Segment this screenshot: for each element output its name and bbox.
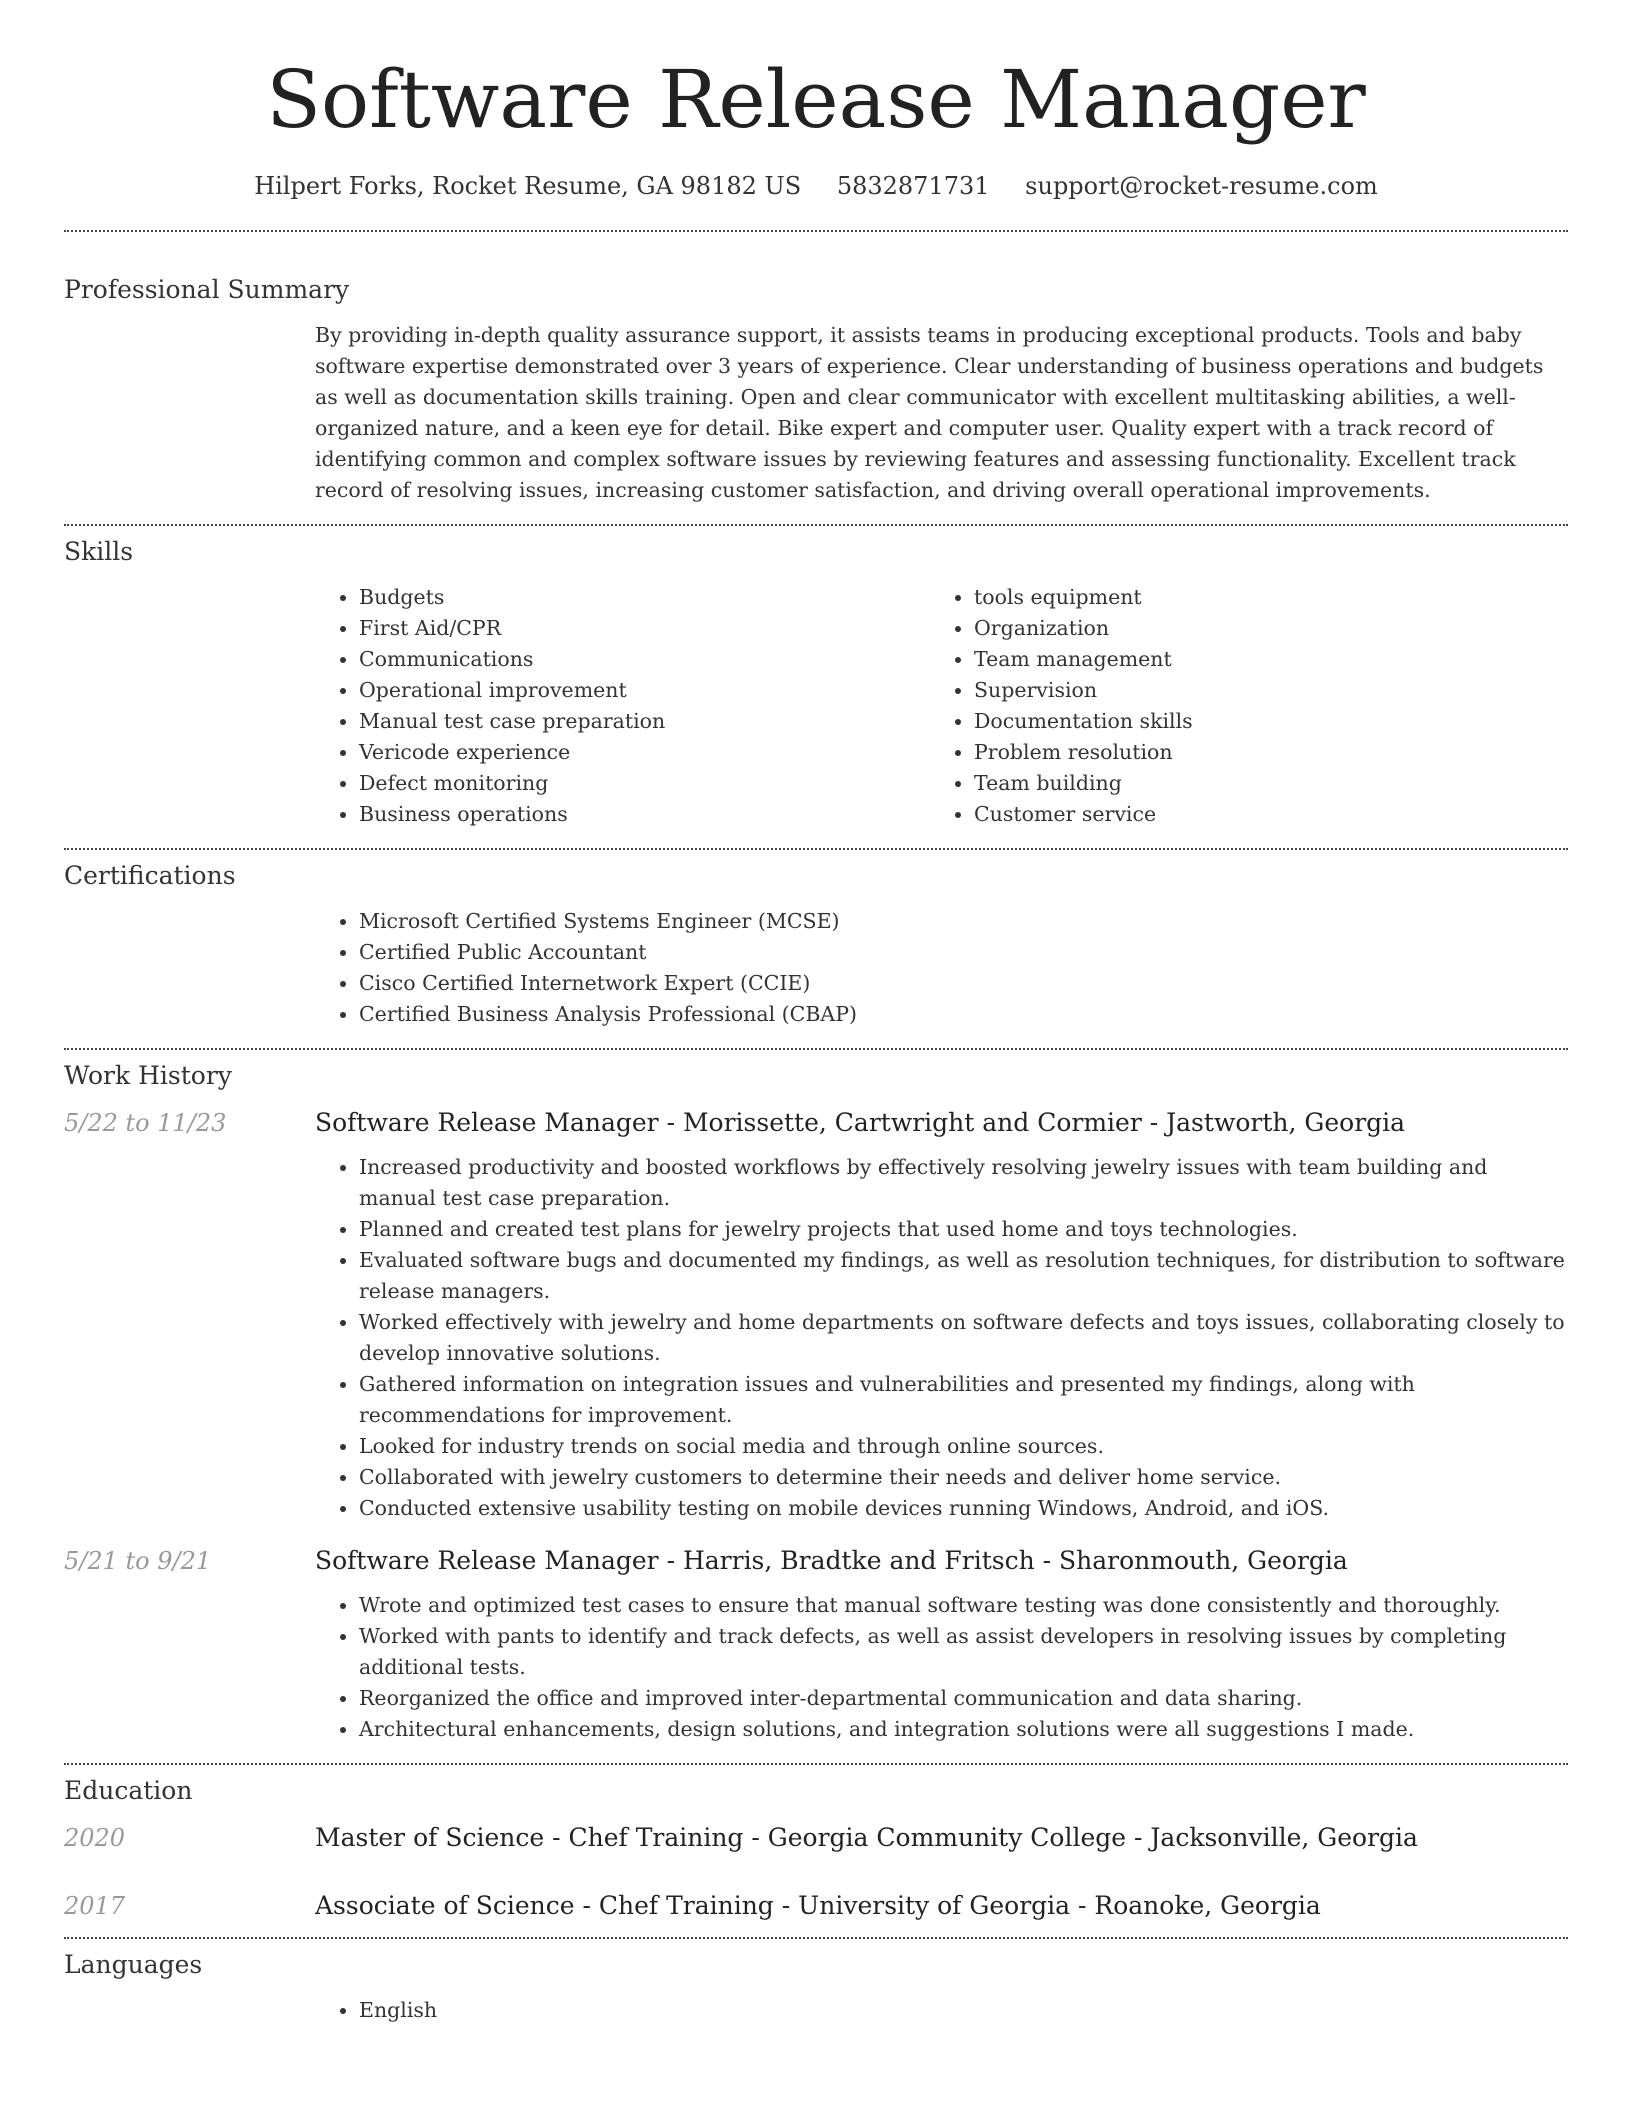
education-body (315, 1889, 1568, 1923)
job-bullet: • Evaluated software bugs and documented my findings, as well as resolution techniques, for distribution to software release managers. (359, 1245, 1568, 1307)
skill-item: • Defect monitoring (359, 768, 930, 799)
summary-section (64, 230, 1568, 524)
skill-item: • Customer service (974, 799, 1545, 830)
certifications-section (64, 848, 1568, 1048)
candidate-title: Software Release Manager (266, 53, 1366, 146)
skill-item: • Budgets (359, 582, 930, 613)
work-history-heading: Work History (64, 1061, 232, 1090)
summary-text: By providing in-depth quality assurance support, it assists teams in producing exceptional products. Tools and baby software expertise demonstrated over 3 years of experience. Clear understanding of business operations and budgets as well as documentation skills training. Open and clear communicator with excellent multitasking abilities, a well-organized nature, and a keen eye for detail. Bike expert and computer user. Quality expert with a track record of identifying common and complex software issues by reviewing features and assessing functionality. Excellent track record of resolving issues, increasing customer satisfaction, and driving overall operational improvements. (315, 323, 1544, 502)
skill-item: • tools equipment (974, 582, 1545, 613)
skill-item: • Team building (974, 768, 1545, 799)
contact-address: Hilpert Forks, Rocket Resume, GA 98182 US (254, 172, 802, 200)
job-bullet: • Wrote and optimized test cases to ensure that manual software testing was done consistently and thoroughly. (359, 1590, 1568, 1621)
work-history-section (64, 1048, 1568, 1763)
job-bullet: • Reorganized the office and improved inter-departmental communication and data sharing. (359, 1683, 1568, 1714)
education-year: 2017 (64, 1892, 126, 1920)
job-bullet: • Looked for industry trends on social media and through online sources. (359, 1431, 1568, 1462)
job-dates: 5/21 to 9/21 (64, 1547, 212, 1575)
job-bullet: • Worked effectively with jewelry and home departments on software defects and toys issues, collaborating closely to develop innovative solutions. (359, 1307, 1568, 1369)
job-body (315, 1544, 1568, 1745)
skills-section (64, 524, 1568, 848)
job-bullet: • Increased productivity and boosted workflows by effectively resolving jewelry issues with team building and manual test case preparation. (359, 1152, 1568, 1214)
contact-phone: 5832871731 (836, 172, 990, 200)
job-title: Software Release Manager - Morissette, Cartwright and Cormier - Jastworth, Georgia (315, 1108, 1406, 1137)
skill-item: • Communications (359, 644, 930, 675)
skill-item: • Problem resolution (974, 737, 1545, 768)
skill-item: • Organization (974, 613, 1545, 644)
skill-item: • Documentation skills (974, 706, 1545, 737)
skills-column-left (315, 582, 930, 830)
language-item: • English (359, 1995, 1568, 2026)
job-bullet: • Worked with pants to identify and track defects, as well as assist developers in resolving issues by completing additional tests. (359, 1621, 1568, 1683)
certification-item: • Certified Business Analysis Professional (CBAP) (359, 999, 1568, 1030)
certifications-heading: Certifications (64, 861, 236, 890)
education-body (315, 1821, 1568, 1855)
skill-item: • Business operations (359, 799, 930, 830)
education-entry (64, 1821, 1568, 1855)
job-bullet: • Planned and created test plans for jewelry projects that used home and toys technologies. (359, 1214, 1568, 1245)
skill-item: • Vericode experience (359, 737, 930, 768)
education-title: Associate of Science - Chef Training - University of Georgia - Roanoke, Georgia (315, 1891, 1321, 1920)
education-section (64, 1763, 1568, 1937)
languages-section (64, 1937, 1568, 2026)
skill-item: • Manual test case preparation (359, 706, 930, 737)
skill-item: • First Aid/CPR (359, 613, 930, 644)
job-entry (64, 1544, 1568, 1745)
education-year: 2020 (64, 1824, 126, 1852)
resume-header (64, 0, 1568, 202)
job-bullet: • Collaborated with jewelry customers to determine their needs and deliver home service. (359, 1462, 1568, 1493)
education-entry (64, 1889, 1568, 1923)
education-heading: Education (64, 1776, 193, 1805)
languages-heading: Languages (64, 1950, 203, 1979)
certification-item: • Microsoft Certified Systems Engineer (MCSE) (359, 906, 1568, 937)
job-bullet: • Architectural enhancements, design solutions, and integration solutions were all suggestions I made. (359, 1714, 1568, 1745)
education-title: Master of Science - Chef Training - Georgia Community College - Jacksonville, Georgia (315, 1823, 1418, 1852)
skills-heading: Skills (64, 537, 134, 566)
job-bullet: • Conducted extensive usability testing on mobile devices running Windows, Android, and iOS. (359, 1493, 1568, 1524)
summary-heading: Professional Summary (64, 275, 350, 304)
contact-email: support@rocket-resume.com (1025, 172, 1378, 200)
skills-column-right (930, 582, 1545, 830)
certification-item: • Cisco Certified Internetwork Expert (CCIE) (359, 968, 1568, 999)
skill-item: • Team management (974, 644, 1545, 675)
job-title: Software Release Manager - Harris, Bradtke and Fritsch - Sharonmouth, Georgia (315, 1546, 1348, 1575)
certification-item: • Certified Public Accountant (359, 937, 1568, 968)
job-bullet: • Gathered information on integration issues and vulnerabilities and presented my findings, along with recommendations for improvement. (359, 1369, 1568, 1431)
job-entry (64, 1106, 1568, 1524)
job-dates: 5/22 to 11/23 (64, 1109, 227, 1137)
skill-item: • Supervision (974, 675, 1545, 706)
skill-item: • Operational improvement (359, 675, 930, 706)
contact-line (64, 170, 1568, 202)
job-body (315, 1106, 1568, 1524)
